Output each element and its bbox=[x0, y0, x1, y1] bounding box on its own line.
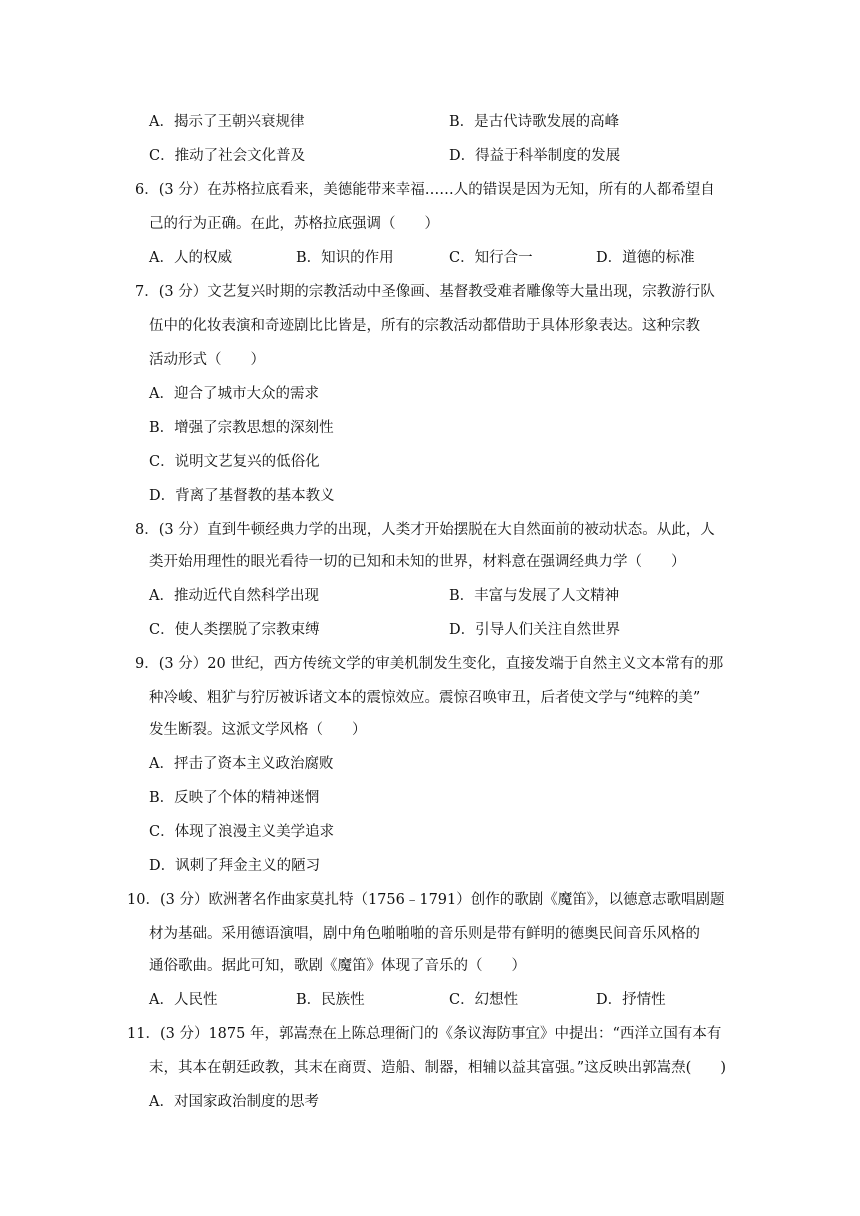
q6-option-b[interactable]: B．知识的作用 bbox=[296, 250, 394, 266]
q8-stem-line-2: 类开始用理性的眼光看待一切的已知和未知的世界，材料意在强调经典力学（ ） bbox=[149, 554, 686, 570]
q10-option-d[interactable]: D．抒情性 bbox=[596, 992, 666, 1008]
q8-stem-line-1: 8．(3 分）直到牛顿经典力学的出现，人类才开始摆脱在大自然面前的被动状态。从此，人 bbox=[135, 522, 715, 538]
q9-stem-line-2: 种冷峻、粗犷与狞厉被诉诸文本的震惊效应。震惊召唤审丑，后者使文学与“纯粹的美” bbox=[149, 690, 701, 706]
q11-stem-line-1: 11．(3 分）1875 年，郭嵩焘在上陈总理衙门的《条议海防事宜》中提出：“西洋立国有本有 bbox=[127, 1026, 722, 1042]
q7-option-d[interactable]: D．背离了基督教的基本教义 bbox=[149, 488, 335, 504]
q11-stem-line-2: 末，其本在朝廷政教，其末在商贾、造船、制器，相辅以益其富强。”这反映出郭嵩焘( ) bbox=[149, 1060, 726, 1076]
q7-option-a[interactable]: A．迎合了城市大众的需求 bbox=[149, 386, 319, 402]
q6-stem-line-1: 6．(3 分）在苏格拉底看来，美德能带来幸福……人的错误是因为无知，所有的人都希望自 bbox=[135, 182, 715, 198]
q7-stem-line-1: 7．(3 分）文艺复兴时期的宗教活动中圣像画、基督教受难者雕像等大量出现，宗教游行队 bbox=[135, 284, 715, 300]
q8-option-a[interactable]: A．推动近代自然科学出现 bbox=[149, 588, 319, 604]
q10-option-b[interactable]: B．民族性 bbox=[296, 992, 365, 1008]
q6-stem-line-2: 己的行为正确。在此，苏格拉底强调（ ） bbox=[149, 216, 439, 232]
q8-option-d[interactable]: D．引导人们关注自然世界 bbox=[449, 622, 621, 638]
q8-option-b[interactable]: B．丰富与发展了人文精神 bbox=[449, 588, 620, 604]
q6-option-d[interactable]: D．道德的标准 bbox=[596, 250, 695, 266]
q5-option-d[interactable]: D．得益于科举制度的发展 bbox=[449, 148, 621, 164]
q5-option-c[interactable]: C．推动了社会文化普及 bbox=[149, 148, 306, 164]
q7-stem-line-3: 活动形式（ ） bbox=[149, 352, 265, 368]
q10-option-c[interactable]: C．幻想性 bbox=[449, 992, 519, 1008]
q11-option-a[interactable]: A．对国家政治制度的思考 bbox=[149, 1094, 319, 1110]
q10-stem-line-2: 材为基础。采用德语演唱，剧中角色啪啪啪的音乐则是带有鲜明的德奥民间音乐风格的 bbox=[149, 926, 700, 942]
q9-stem-line-1: 9．(3 分）20 世纪，西方传统文学的审美机制发生变化，直接发端于自然主义文本常有的那 bbox=[135, 656, 724, 672]
q5-option-b[interactable]: B．是古代诗歌发展的高峰 bbox=[449, 114, 620, 130]
q10-stem-line-3: 通俗歌曲。据此可知，歌剧《魔笛》体现了音乐的（ ） bbox=[149, 958, 526, 974]
q6-option-c[interactable]: C．知行合一 bbox=[449, 250, 533, 266]
q8-option-c[interactable]: C．使人类摆脱了宗教束缚 bbox=[149, 622, 320, 638]
q9-stem-line-3: 发生断裂。这派文学风格（ ） bbox=[149, 722, 367, 738]
q10-stem-line-1: 10．(3 分）欧洲著名作曲家莫扎特（1756﹣1791）创作的歌剧《魔笛》，以德意志歌唱剧题 bbox=[127, 892, 725, 908]
q7-stem-line-2: 伍中的化妆表演和奇迹剧比比皆是，所有的宗教活动都借助于具体形象表达。这种宗教 bbox=[149, 318, 700, 334]
q7-option-c[interactable]: C．说明文艺复兴的低俗化 bbox=[149, 454, 320, 470]
q7-option-b[interactable]: B．增强了宗教思想的深刻性 bbox=[149, 420, 334, 436]
q6-option-a[interactable]: A．人的权威 bbox=[149, 250, 232, 266]
q9-option-b[interactable]: B．反映了个体的精神迷惘 bbox=[149, 790, 320, 806]
q9-option-d[interactable]: D．讽刺了拜金主义的陋习 bbox=[149, 858, 321, 874]
q10-option-a[interactable]: A．人民性 bbox=[149, 992, 218, 1008]
q9-option-a[interactable]: A．抨击了资本主义政治腐败 bbox=[149, 756, 334, 772]
q5-option-a[interactable]: A．揭示了王朝兴衰规律 bbox=[149, 114, 305, 130]
q9-option-c[interactable]: C．体现了浪漫主义美学追求 bbox=[149, 824, 335, 840]
